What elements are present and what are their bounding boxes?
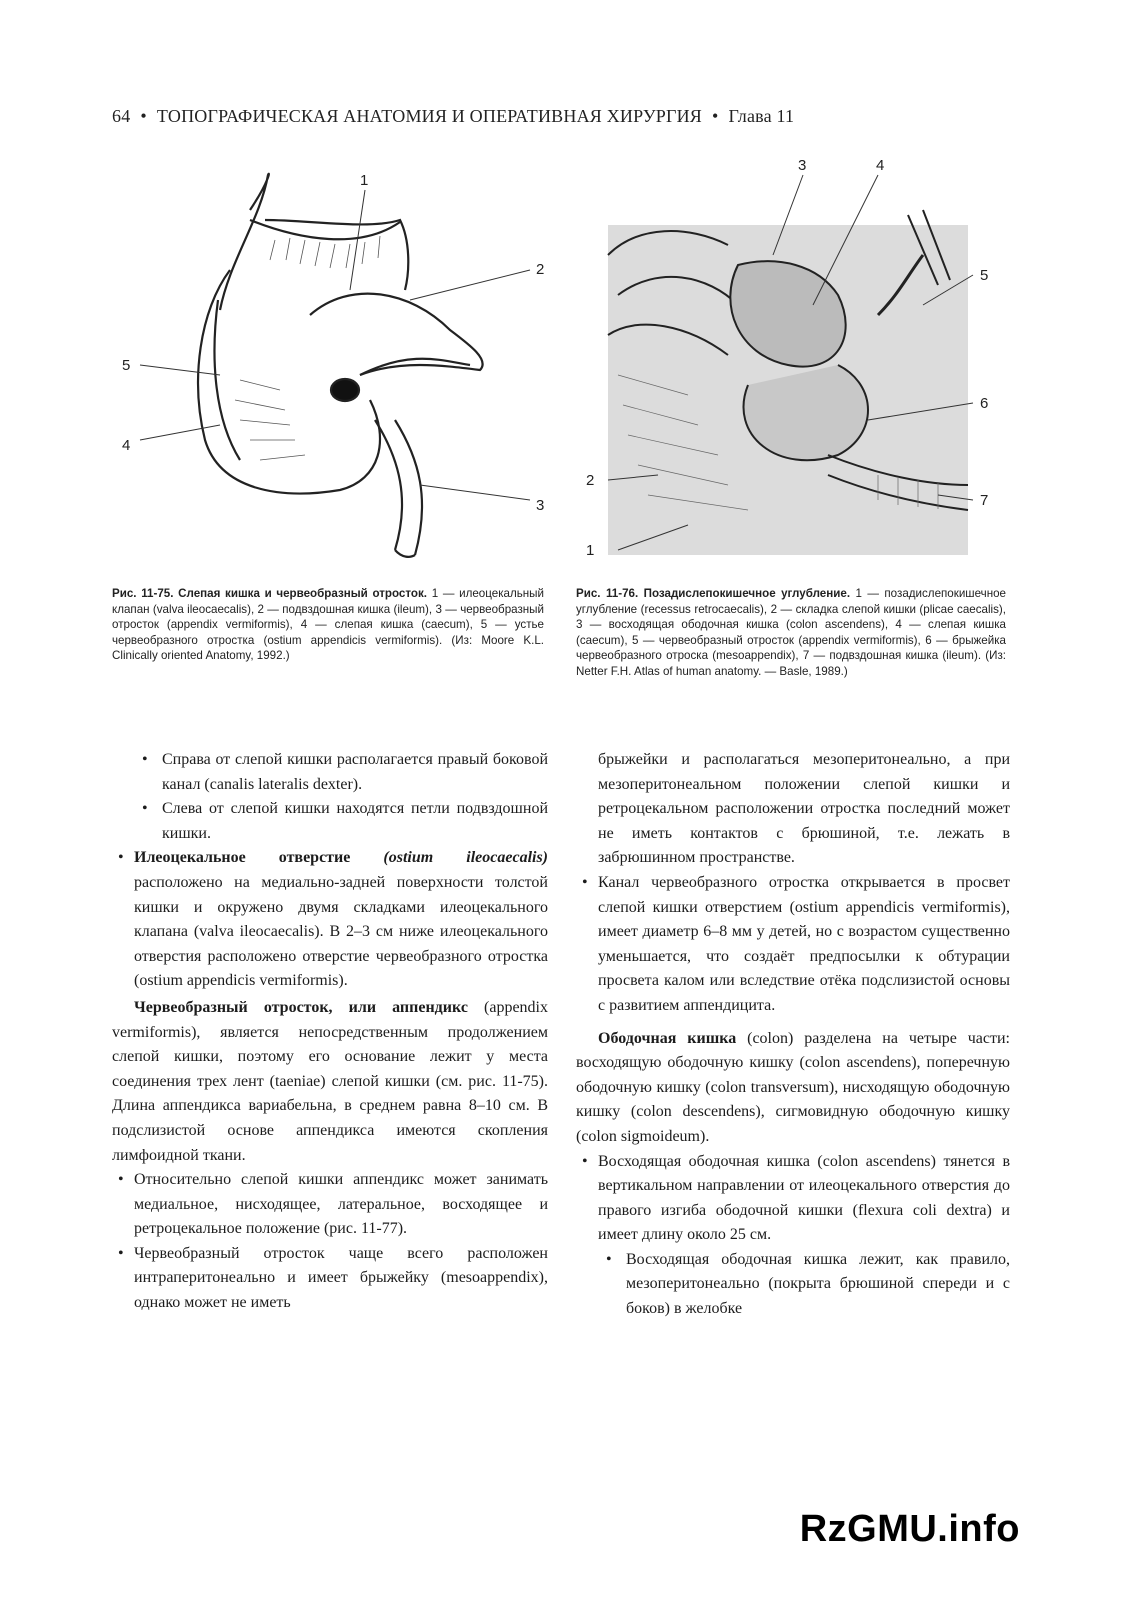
list-item: • Относительно слепой кишки аппендикс может занимать медиальное, нисходящее, латеральное, восходящее и ретроцекальное положение (рис. 11-77). xyxy=(112,1168,548,1242)
term-appendix: Червеобразный отросток, или аппендикс xyxy=(134,998,468,1016)
fig-right-label-6: 6 xyxy=(980,395,989,412)
caption-right-body: 1 — позадислепокишечное углубление (recessus retrocaecalis), 2 — складка слепой кишки (plicae caecalis), 3 — восходящая ободочная кишка (colon ascendens), 4 — слепая кишка (caecum), 5 — червеобразный отросток (appendix vermiformis), 6 — брыжейка червеобразного отроска (mesoappendix), 7 — подвздошная кишка (ileum). (Из: Netter F.H. Atlas of human anatomy. — Basle, 1989.) xyxy=(576,587,1006,678)
list-item: • Червеобразный отросток чаще всего расположен интраперитонеально и имеет брыжейку (mesoappendix), однако может не иметь xyxy=(112,1242,548,1316)
fig-right-label-2: 2 xyxy=(586,472,595,489)
list-item: • Справа от слепой кишки располагается правый боковой канал (canalis lateralis dexter). xyxy=(112,748,548,797)
paragraph-text: расположено на медиально-задней поверхности толстой кишки и окружено двумя складками илеоцекального клапана (valva ileocaecalis). В 2–3 см ниже илеоцекального отверстия расположено отверстие червеобразного отростка (ostium appendicis vermiformis). xyxy=(134,873,548,990)
chapter-label: Глава 11 xyxy=(728,106,795,126)
left-text-column xyxy=(112,748,548,1316)
fig-left-label-5: 5 xyxy=(122,357,131,374)
fig-right-label-7: 7 xyxy=(980,492,989,509)
fig-right-label-3: 3 xyxy=(798,157,807,174)
figure-caecum-appendix xyxy=(110,160,560,570)
running-header: 64 • ТОПОГРАФИЧЕСКАЯ АНАТОМИЯ И ОПЕРАТИВНАЯ ХИРУРГИЯ • Глава 11 xyxy=(112,106,795,126)
fig-left-label-1: 1 xyxy=(360,172,369,189)
fig-left-label-3: 3 xyxy=(536,497,545,514)
figure-retrocaecal-recess xyxy=(578,155,1008,570)
list-item: • Канал червеобразного отростка открывается в просвет слепой кишки отверстием (ostium appendicis vermiformis), имеет диаметр 6–8 мм у детей, но с возрастом существенно уменьшается, что создаёт предпосылки к обтурации просвета калом или вследствие отёка подслизистой основы с развитием аппендицита. xyxy=(576,871,1010,1019)
fig-left-label-4: 4 xyxy=(122,437,131,454)
figure-caption-right xyxy=(576,586,1006,680)
caption-left-body: 1 — илеоцекальный клапан (valva ileocaecalis), 2 — подвздошная кишка (ileum), 3 — червеобразный отросток (appendix vermiformis), 4 — слепая кишка (caecum), 5 — устье червеобразного отростка (ostium appendicis vermiformis). (Из: Moore K.L. Clinically oriented Anatomy, 1992.) xyxy=(112,587,544,663)
caption-left-title: Рис. 11-75. Слепая кишка и червеобразный отросток. xyxy=(112,587,428,600)
figure-caption-left xyxy=(112,586,544,664)
caption-right-title: Рис. 11-76. Позадислепокишечное углубление. xyxy=(576,587,851,600)
paragraph-continued: брыжейки и располагаться мезоперитонеально, а при мезоперитонеальном положении слепой кишки и ретроцекальном расположении отростка последний может не иметь контактов с брюшиной, т.е. лежать в забрюшинном пространстве. xyxy=(598,751,1010,867)
site-watermark: RzGMU.info xyxy=(799,1508,1020,1550)
list-item: • Слева от слепой кишки находятся петли подвздошной кишки. xyxy=(112,797,548,846)
term-ileocecal-opening: Илеоцекальное отверстие xyxy=(134,849,351,867)
paragraph xyxy=(112,996,548,1168)
term-latin: (ostium ileocaecalis) xyxy=(383,849,549,867)
list-item xyxy=(112,846,548,994)
paragraph-text: (colon) разделена на четыре части: восходящую ободочную кишку (colon ascendens), поперечную ободочную кишку (colon transversum), нисходящую ободочную кишку (colon descendens), сигмовидную ободочную кишку (colon sigmoideum). xyxy=(576,1029,1010,1145)
fig-right-label-5: 5 xyxy=(980,267,989,284)
term-colon: Ободочная кишка xyxy=(598,1029,737,1047)
list-item: • Восходящая ободочная кишка лежит, как правило, мезоперитонеально (покрыта брюшиной спереди и с боков) в желобке xyxy=(576,1248,1010,1322)
right-text-column xyxy=(576,748,1010,1322)
list-item: • Восходящая ободочная кишка (colon ascendens) тянется в вертикальном направлении от илеоцекального отверстия до правого изгиба ободочной кишки (flexura coli dextra) и имеет длину около 25 см. xyxy=(576,1150,1010,1248)
book-title: ТОПОГРАФИЧЕСКАЯ АНАТОМИЯ И ОПЕРАТИВНАЯ ХИРУРГИЯ xyxy=(156,106,703,126)
fig-right-label-1: 1 xyxy=(586,542,595,559)
paragraph xyxy=(576,1027,1010,1150)
page-number: 64 xyxy=(112,106,131,126)
paragraph-text: (appendix vermiformis), является непосредственным продолжением слепой кишки, поэтому его основание лежит у места соединения трех лент (taeniae) слепой кишки (см. рис. 11-75). Длина аппендикса вариабельна, в среднем равна 8–10 см. В подслизистой основе аппендикса имеются скопления лимфоидной ткани. xyxy=(112,998,548,1164)
fig-left-label-2: 2 xyxy=(536,261,545,278)
fig-right-label-4: 4 xyxy=(876,157,885,174)
